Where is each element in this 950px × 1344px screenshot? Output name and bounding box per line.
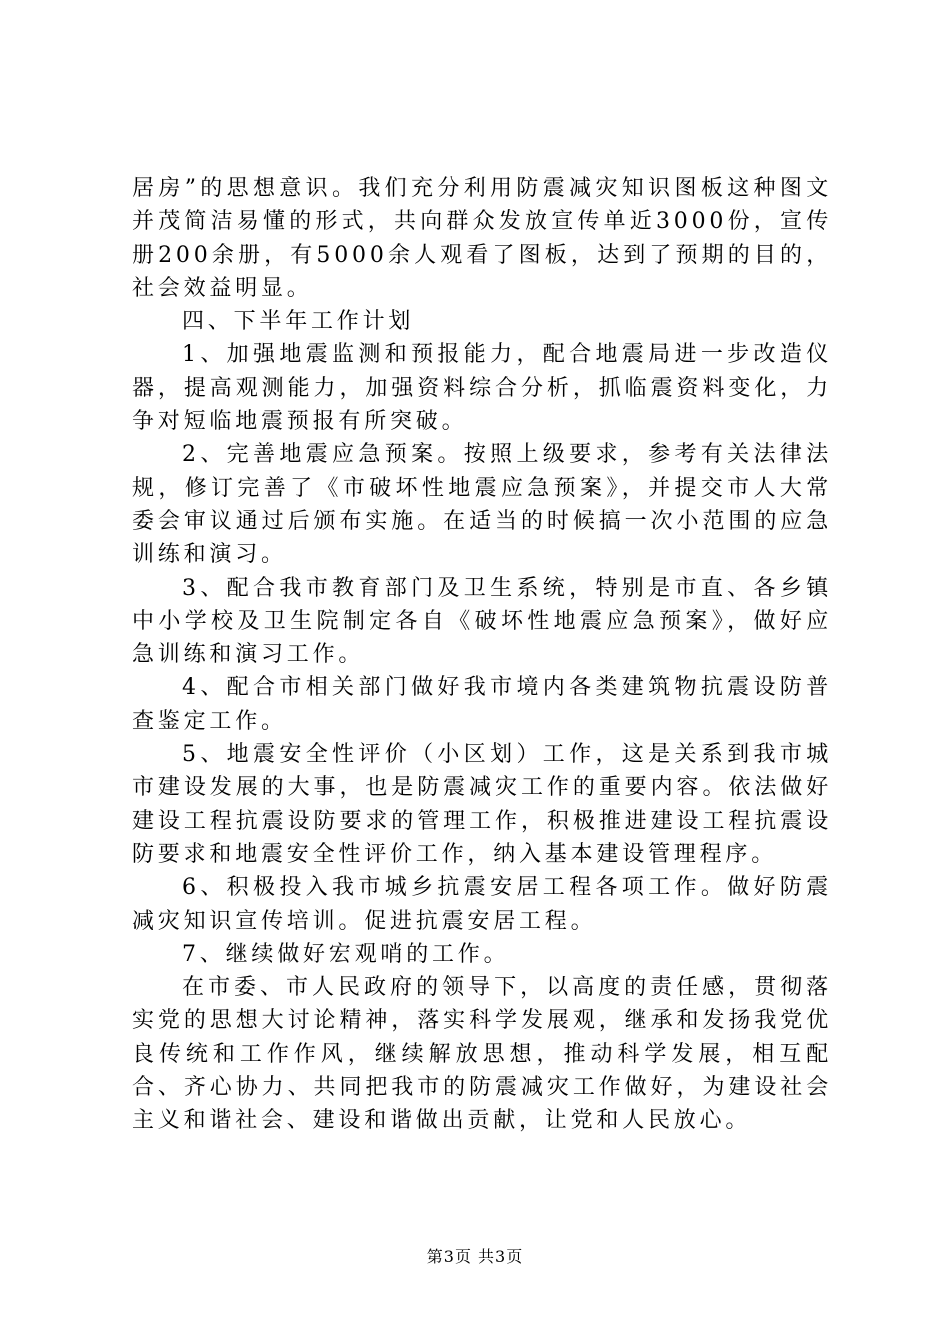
document-body xyxy=(132,172,832,1138)
plan-item-7: 7、继续做好宏观哨的工作。 xyxy=(182,941,510,967)
plan-item-5: 5、地震安全性评价（小区划）工作，这是关系到我市城市建设发展的大事，也是防震减灾工作的重要内容。依法做好建设工程抗震设防要求的管理工作，积极推进建设工程抗震设防要求和地震安全性评价工作，纳入基本建设管理程序。 xyxy=(132,742,832,867)
plan-item-3: 3、配合我市教育部门及卫生系统，特别是市直、各乡镇中小学校及卫生院制定各自《破坏性地震应急预案》，做好应急训练和演习工作。 xyxy=(132,575,832,668)
paragraph-continuation: 居房”的思想意识。我们充分利用防震减灾知识图板这种图文并茂简洁易懂的形式，共向群众发放宣传单近3000份，宣传册200余册，有5000余人观看了图板，达到了预期的目的，社会效益明显。 xyxy=(132,176,832,301)
closing-paragraph: 在市委、市人民政府的领导下，以高度的责任感，贯彻落实党的思想大讨论精神，落实科学发展观，继承和发扬我党优良传统和工作作风，继续解放思想，推动科学发展，相互配合、齐心协力、共同把我市的防震减灾工作做好，为建设社会主义和谐社会、建设和谐做出贡献，让党和人民放心。 xyxy=(132,975,832,1134)
plan-item-1: 1、加强地震监测和预报能力，配合地震局进一步改造仪器，提高观测能力，加强资料综合分析，抓临震资料变化，力争对短临地震预报有所突破。 xyxy=(132,342,832,435)
section-heading-plan: 四、下半年工作计划 xyxy=(182,309,415,335)
plan-item-6: 6、积极投入我市城乡抗震安居工程各项工作。做好防震减灾知识宣传培训。促进抗震安居工程。 xyxy=(132,875,832,934)
plan-item-4: 4、配合市相关部门做好我市境内各类建筑物抗震设防普查鉴定工作。 xyxy=(132,675,832,734)
plan-item-2: 2、完善地震应急预案。按照上级要求，参考有关法律法规，修订完善了《市破坏性地震应急预案》，并提交市人大常委会审议通过后颁布实施。在适当的时候搞一次小范围的应急训练和演习。 xyxy=(132,442,832,568)
page-number-footer: 第3页 共3页 xyxy=(426,1247,524,1266)
